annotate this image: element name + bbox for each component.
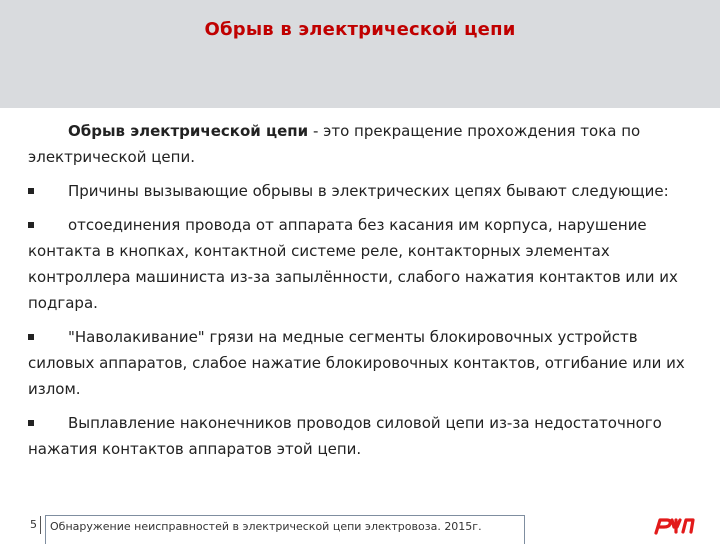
bullet-text: Причины вызывающие обрывы в электрических цепях бывают следующие: [68,182,669,200]
bullet-paragraph-disconnection [28,212,688,316]
bullet-icon [28,188,34,194]
slide-content [28,118,688,470]
footer-caption: Обнаружение неисправностей в электрической цепи электровоза. 2015г. [50,520,482,533]
slide-header [0,0,720,108]
slide-title: Обрыв в электрической цепи [204,19,516,40]
bullet-text: Выплавление наконечников проводов силовой цепи из-за недостаточного нажатия контактов аппаратов этой цепи. [28,414,662,458]
bullet-paragraph-causes [28,178,688,204]
bullet-paragraph-melting [28,410,688,462]
bullet-icon [28,334,34,340]
bullet-text: "Наволакивание" грязи на медные сегменты блокировочных устройств силовых аппаратов, слабое нажатие блокировочных контактов, отгибание или их излом. [28,328,685,398]
bullet-text: отсоединения провода от аппарата без касания им корпуса, нарушение контакта в кнопках, контактной системе реле, контакторных элементах контроллера машиниста из-за запылённости, слабого нажатия контактов или их подгара. [28,216,678,312]
bullet-icon [28,420,34,426]
footer-divider [40,516,41,534]
definition-term: Обрыв электрической цепи [68,122,309,140]
slide-footer [0,508,720,540]
page-number: 5 [30,518,37,531]
bullet-icon [28,222,34,228]
definition-paragraph [28,118,688,170]
definition-text: - это прекращение прохождения тока по электрической цепи. [28,122,641,166]
bullet-paragraph-dirt [28,324,688,402]
rzd-logo-icon [652,516,698,536]
